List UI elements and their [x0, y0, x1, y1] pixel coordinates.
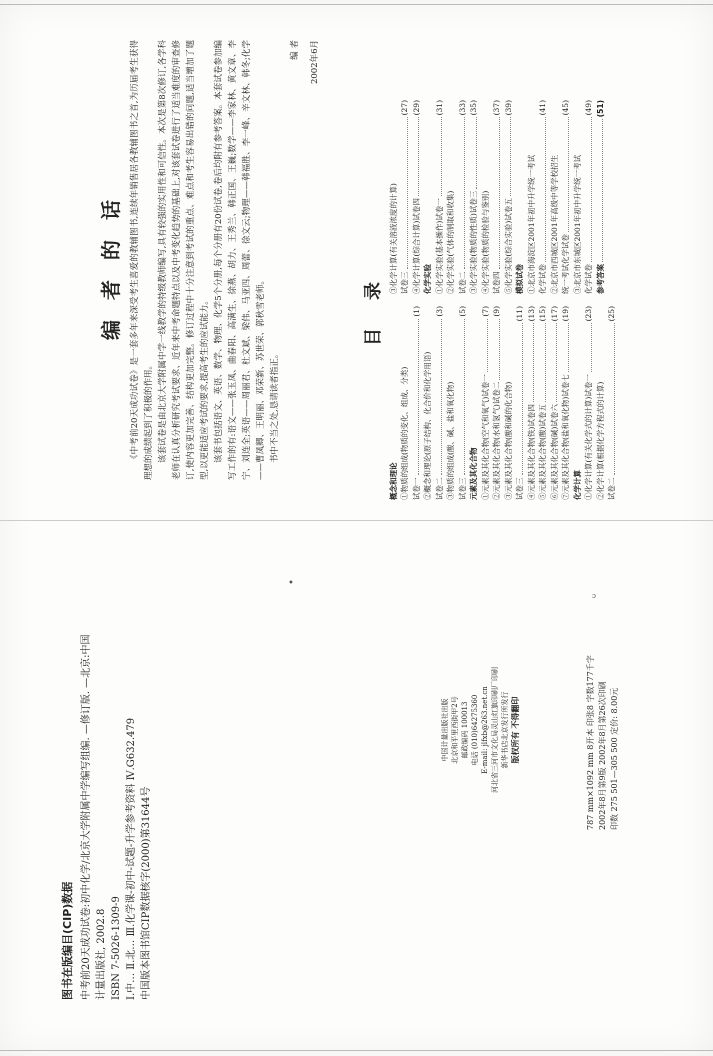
preface-date: 2002年6月 — [310, 40, 320, 85]
toc-page-number: (23) — [584, 306, 593, 322]
toc-leader-dots — [503, 117, 512, 196]
toc-entry-title: ②概念和理论(原子结构、化合价和化学用语) — [423, 351, 432, 500]
toc-page-number: (25) — [607, 306, 616, 322]
preface-paragraph: 书中不当之处,恳请读者指正。 — [270, 349, 280, 463]
toc-entry — [595, 306, 607, 500]
toc-column-right — [388, 100, 618, 294]
cip-block — [60, 570, 152, 1000]
toc-leader-dots — [583, 117, 592, 262]
toc-entry — [560, 306, 572, 500]
toc-entry-title: ④化学实验(物质的检验与鉴别) — [480, 190, 490, 294]
toc-entry-title: ⑤化学实验(综合实验)试卷五 — [503, 198, 513, 294]
toc-column-left — [388, 306, 618, 500]
toc-page-number: (9) — [492, 306, 501, 317]
print-spec-block — [585, 630, 655, 830]
page-fold-divider — [0, 520, 713, 521]
toc-section-heading — [422, 100, 434, 294]
toc-section-heading — [514, 100, 526, 294]
toc-entry — [583, 306, 595, 500]
toc-entry-title: ②元素及其化合物(水和氢气)试卷二 — [492, 381, 501, 500]
preface-block — [98, 40, 320, 480]
toc-entry — [526, 306, 538, 500]
toc-entry — [503, 306, 515, 500]
toc-entry — [560, 100, 572, 294]
toc-entry — [537, 306, 549, 500]
toc-entry-title: 试卷三 — [457, 477, 467, 500]
toc-entry — [434, 306, 446, 500]
print-spec-line: 787 mm×1092 mm 8开本 印张8 字数177千字 — [586, 655, 595, 830]
toc-leader-dots — [491, 117, 500, 269]
toc-entry — [468, 100, 480, 294]
toc-leader-dots — [583, 323, 592, 372]
toc-entry — [445, 100, 457, 294]
cip-line: 中考前20天成功试卷:初中化学/北京大学附属中学编写组编. —修订版. —北京:中国 — [81, 634, 92, 1000]
toc-entry-title: ③北京市东城区2001年初中升学统一考试 — [572, 154, 582, 294]
toc-entry — [388, 100, 400, 294]
toc-entry-title: ①化学计算(有关化学式的计算)试卷一 — [584, 374, 593, 500]
toc-entry — [503, 100, 515, 294]
toc-page-number: (37) — [492, 100, 501, 116]
toc-page-number: (51) — [595, 100, 605, 118]
cip-heading: 图书在版编目(CIP)数据 — [61, 881, 74, 1000]
preface-paragraph: 《中考前20天成功试卷》是一套多年来深受考生喜爱的教辅图书,连续年销售居各教辅图书之首,为历届考生获得理想的成绩起到了积极的作用。 — [130, 40, 154, 480]
toc-page-number: (49) — [584, 100, 593, 116]
toc-entry-title: 化学试卷 — [584, 264, 593, 294]
toc-entry-title: 试卷一 — [411, 477, 421, 500]
publisher-line: 新华书店北京发行所发行 — [501, 691, 509, 769]
toc-leader-dots — [560, 323, 569, 372]
toc-entry — [549, 306, 561, 500]
toc-entry — [399, 306, 411, 500]
toc-leader-dots — [457, 117, 466, 269]
toc-page-number: (33) — [457, 100, 467, 116]
preface-paragraph: 该套书包括语文、英语、数学、物理、化学5个分册,每个分册有20份试卷,卷后均附有参考答案。本套试卷参加编写工作的有:语文——张玉凤、曲春阳、高满生、徐燕、胡力、王秀兰、韩正国、王巍;数学——李家林、黄文章、李宁、刘连全;英语——周丽君、杜文斌、梁伟、马亚四、周蕾、徐文云;物理——韩福胜、李一峰、辛文林、韩冬;化学——曹凤卿、王明丽、邓荣新、苏世荣、郭秋雪老师。 — [214, 40, 266, 480]
toc-entry-title: ①化学实验(基本操作)试卷一 — [434, 198, 444, 294]
toc-entry — [606, 306, 618, 500]
publisher-line: E-mail: jlfxb@263.net.cn — [481, 686, 489, 774]
toc-page-number: (3) — [434, 306, 444, 317]
toc-entry-title: 试卷四 — [492, 271, 501, 294]
preface-title: 编者的话 — [99, 180, 123, 340]
toc-leader-dots — [549, 323, 558, 402]
toc-leader-dots — [537, 323, 546, 402]
publisher-line: 河北省三河市文化局灵山红旗印刷厂印刷 — [491, 667, 499, 793]
toc-page-number: (5) — [457, 306, 467, 317]
toc-section-heading — [468, 306, 480, 500]
toc-leader-dots — [457, 319, 466, 476]
toc-entry-title: ③物质的组成(酸、碱、盐和氧化物) — [446, 381, 455, 500]
toc-section-heading — [572, 306, 584, 500]
toc-entry — [411, 306, 423, 500]
toc-entry — [526, 100, 538, 294]
toc-entry — [549, 100, 561, 294]
toc-entry-title: ③元素及其化合物(酸和碱的化合物) — [503, 381, 513, 500]
toc-page-number: (29) — [411, 100, 421, 116]
toc-leader-dots — [434, 319, 443, 476]
toc-page-number: (39) — [503, 100, 513, 116]
toc-entry-title: ⑥元素及其化合物(碱)试卷六 — [549, 404, 559, 500]
toc-entry-title: ③化学计算(有关溶液浓度的计算) — [388, 183, 398, 294]
toc-leader-dots — [560, 117, 569, 232]
preface-signature: 编 者 — [290, 40, 300, 60]
toc-entry-title: ⑤元素及其化合物(酸)试卷五 — [538, 404, 547, 500]
toc-page-number: (17) — [549, 306, 559, 322]
toc-entry — [422, 306, 434, 500]
toc-page-number: (19) — [561, 306, 570, 322]
toc-entry-title: 元素及其化合物 — [469, 447, 478, 500]
toc-leader-dots — [606, 323, 615, 475]
toc-entry-title: 试卷二 — [607, 477, 616, 500]
toc-entry — [399, 100, 411, 294]
toc-entry — [514, 306, 526, 500]
toc-section-heading — [595, 100, 607, 294]
toc-entry — [445, 306, 457, 500]
toc-entry-title: 试卷二 — [434, 477, 444, 500]
toc-entry — [491, 306, 503, 500]
toc-entry-title: ⑦元素及其化合物(盐和氧化物)试卷七 — [561, 374, 570, 500]
scan-speck: • — [288, 578, 294, 589]
toc-entry — [457, 306, 469, 500]
scan-border-bottom — [0, 1050, 713, 1051]
toc-entry-title: 试卷二 — [457, 271, 467, 294]
scan-speck: ɔ — [592, 592, 596, 600]
publisher-line: 中国计量出版社出版 — [441, 698, 449, 762]
publisher-block — [440, 645, 575, 815]
toc-entry-title: 模拟试卷 — [515, 264, 524, 294]
toc-leader-dots — [537, 117, 546, 262]
toc-entry-title: 试卷三 — [515, 477, 524, 500]
toc-entry — [537, 100, 549, 294]
toc-leader-dots — [399, 117, 408, 269]
toc-page-number: (13) — [526, 306, 536, 322]
toc-entry-title: ①物质的组成(物质的变化、组成、分类) — [400, 366, 409, 500]
toc-entry-title: ①北京市海淀区2001年初中升学统一考试 — [526, 154, 536, 294]
toc-leader-dots — [491, 319, 500, 380]
publisher-line: 邮政编码 100013 — [461, 701, 469, 759]
toc-entry-title: ②化学实验(气体的制取和收集) — [446, 190, 455, 294]
cip-isbn: ISBN 7-5026-1309-9 — [111, 896, 122, 1000]
toc-entry — [572, 100, 584, 294]
toc-entry — [457, 100, 469, 294]
toc-leader-dots — [411, 117, 420, 196]
toc-entry — [491, 100, 503, 294]
preface-paragraph: 该套试卷是由北京大学附属中学一线教学的特级教师编写,具有较强的实用性和可信性。本次是第8次修订,各学科老师在认真分析研究考试要求、近年来中考命题特点以及中考变化趋势的基础上,对该套试卷进行了适当难度的审查修订,使内容更加完善、结构更加完整。修订过程中十分注意到考试的重点、难点和考生容易出错的问题,适当增加了题型,以更能适应考试的要求,提高考生的应试能力。 — [158, 40, 210, 480]
toc-entry-title: ④元素及其化合物(铁)试卷四 — [526, 404, 536, 500]
toc-page-number: (7) — [480, 306, 490, 317]
publisher-line: 北京和平里西街甲2号 — [451, 696, 459, 764]
toc-entry-title: 统一考试化学试卷 — [561, 234, 570, 294]
publisher-line: 电话 (010)64275360 — [471, 694, 479, 766]
toc-page-number: (11) — [515, 306, 524, 322]
cip-classification: Ⅰ.中… Ⅱ.北… Ⅲ.化学课-初中-试题-升学参考资料 Ⅳ.G632.479 — [126, 717, 137, 1000]
toc-page-number: (31) — [434, 100, 444, 116]
toc-leader-dots — [595, 119, 604, 262]
print-spec-line: 2002年8月第9版 2002年8月第26次印刷 — [598, 681, 607, 830]
toc-entry — [480, 306, 492, 500]
toc-leader-dots — [514, 323, 523, 475]
toc-entry-title: 概念和理论 — [388, 462, 398, 500]
toc-entry-title: ②北京市西城区2001年高级中等学校招生 — [549, 154, 559, 294]
toc-leader-dots — [526, 323, 535, 402]
toc-page-number: (1) — [411, 306, 421, 317]
toc-page-number: (27) — [400, 100, 409, 116]
toc-entry-title: ④化学计算(综合计算)试卷四 — [411, 198, 421, 294]
toc-entry — [411, 100, 423, 294]
toc-entry-title: 化学计算 — [572, 470, 582, 500]
toc-section-heading — [388, 306, 400, 500]
toc-entry-title: ③化学实验(物质的性质)试卷三 — [469, 190, 478, 294]
print-spec-line: 印数 275 501—305 500 定价: 8.00元 — [610, 687, 619, 830]
cip-record-number: 中国版本图书馆CIP数据核字(2000)第31644号 — [141, 786, 152, 1000]
toc-page-number: (41) — [538, 100, 547, 116]
rights-notice: 版权所有 不得翻印 — [510, 696, 520, 764]
toc-block — [362, 100, 687, 500]
cip-line: 计量出版社, 2002.8 — [96, 908, 107, 1000]
toc-leader-dots — [411, 319, 420, 476]
toc-page-number: (45) — [561, 100, 570, 116]
toc-entry-title: 化学试卷 — [538, 264, 547, 294]
toc-entry-title: 试卷三 — [400, 271, 409, 294]
toc-entry — [480, 100, 492, 294]
toc-leader-dots — [434, 117, 443, 196]
toc-entry — [583, 100, 595, 294]
toc-leader-dots — [480, 319, 489, 373]
scan-border-top — [0, 4, 713, 5]
toc-entry — [434, 100, 446, 294]
toc-entry-title: 化学实验 — [423, 264, 432, 294]
toc-page-number: (15) — [538, 306, 547, 322]
toc-leader-dots — [468, 117, 477, 188]
toc-entry-title: 参考答案 — [595, 264, 605, 294]
toc-entry-title: ①元素及其化合物(空气和氧气)试卷一 — [480, 374, 490, 500]
toc-page-number: (35) — [469, 100, 478, 116]
toc-title: 目录 — [363, 254, 384, 346]
toc-entry-title: ②化学计算(根据化学方程式的计算) — [595, 381, 605, 500]
